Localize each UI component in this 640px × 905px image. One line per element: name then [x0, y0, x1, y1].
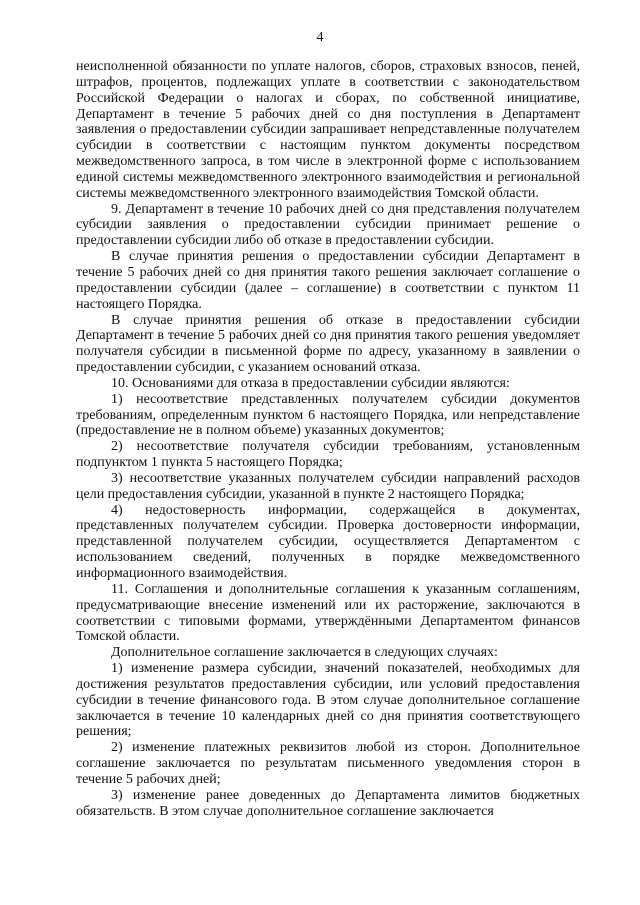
paragraph-approval-case: В случае принятия решения о предоставлении субсидии Департамент в течение 5 рабочих дней со дня принятия такого решения заключает соглашение о предоставлении субсидии (далее – соглашение) в соответствии с пунктом 11 настоящего Порядка. — [76, 249, 580, 312]
list-item-10-2: 2) несоответствие получателя субсидии требованиям, установленным подпунктом 1 пункта 5 настоящего Порядка; — [76, 439, 580, 471]
list-item-11-1: 1) изменение размера субсидии, значений показателей, необходимых для достижения результатов предоставления субсидии, или условий предоставления субсидии в течение финансового года. В этом случае дополнительное соглашение заключается в течение 10 календарных дней со дня принятия соответствующего решения; — [76, 661, 580, 740]
paragraph-additional-agreement: Дополнительное соглашение заключается в следующих случаях: — [111, 645, 498, 661]
list-item-10-3: 3) несоответствие указанных получателем субсидии направлений расходов цели предоставления субсидии, указанной в пункте 2 настоящего Порядка; — [76, 470, 580, 502]
paragraph-refusal-case: В случае принятия решения об отказе в предоставлении субсидии Департамент в течение 5 рабочих дней со дня принятия такого решения уведомляет получателя субсидии в письменной форме по адресу, указанному в заявлении о предоставлении субсидии, с указанием оснований отказа. — [76, 312, 580, 376]
paragraph-continuation: неисполненной обязанности по уплате налогов, сборов, страховых взносов, пеней, штрафов, процентов, подлежащих уплате в соответствии с законодательством Российской Федерации о налогах и сборах, по собственной инициативе, Департамент в течение 5 рабочих дней со дня поступления в Департамент заявления о предоставлении субсидии запрашивает непредставленные получателем субсидии в соответствии с настоящим пунктом документы посредством межведомственного запроса, в том числе в электронной форме с использованием единой системы межведомственного электронного взаимодействия и региональной системы межведомственного электронного взаимодействия Томской области. — [76, 59, 580, 201]
paragraph-clause-10: 10. Основаниями для отказа в предоставлении субсидии являются: — [111, 375, 510, 391]
document-body — [76, 59, 580, 820]
list-item-11-2: 2) изменение платежных реквизитов любой из сторон. Дополнительное соглашение заключается по результатам письменного уведомления сторон в течение 5 рабочих дней; — [76, 740, 580, 787]
list-item-11-3: 3) изменение ранее доведенных до Департамента лимитов бюджетных обязательств. В этом случае дополнительное соглашение заключается — [76, 787, 580, 819]
page-number: 4 — [316, 30, 324, 45]
paragraph-clause-11: 11. Соглашения и дополнительные соглашения к указанным соглашениям, предусматривающие внесение изменений или их расторжение, заключаются в соответствии с типовыми формами, утверждёнными Департаментом финансов Томской области. — [76, 581, 580, 645]
paragraph-clause-9: 9. Департамент в течение 10 рабочих дней со дня представления получателем субсидии заявления о предоставлении субсидии принимает решение о предоставлении субсидии либо об отказе в предоставлении субсидии. — [76, 201, 580, 249]
list-item-10-4: 4) недостоверность информации, содержащейся в документах, представленных получателем субсидии. Проверка достоверности информации, представленной получателем субсидии, осуществляется Департаментом с использованием сведений, полученных в порядке межведомственного информационного взаимодействия. — [76, 502, 580, 581]
list-item-10-1: 1) несоответствие представленных получателем субсидии документов требованиям, определенным пунктом 6 настоящего Порядка, или непредставление (предоставление не в полном объеме) указанных документов; — [76, 391, 580, 439]
